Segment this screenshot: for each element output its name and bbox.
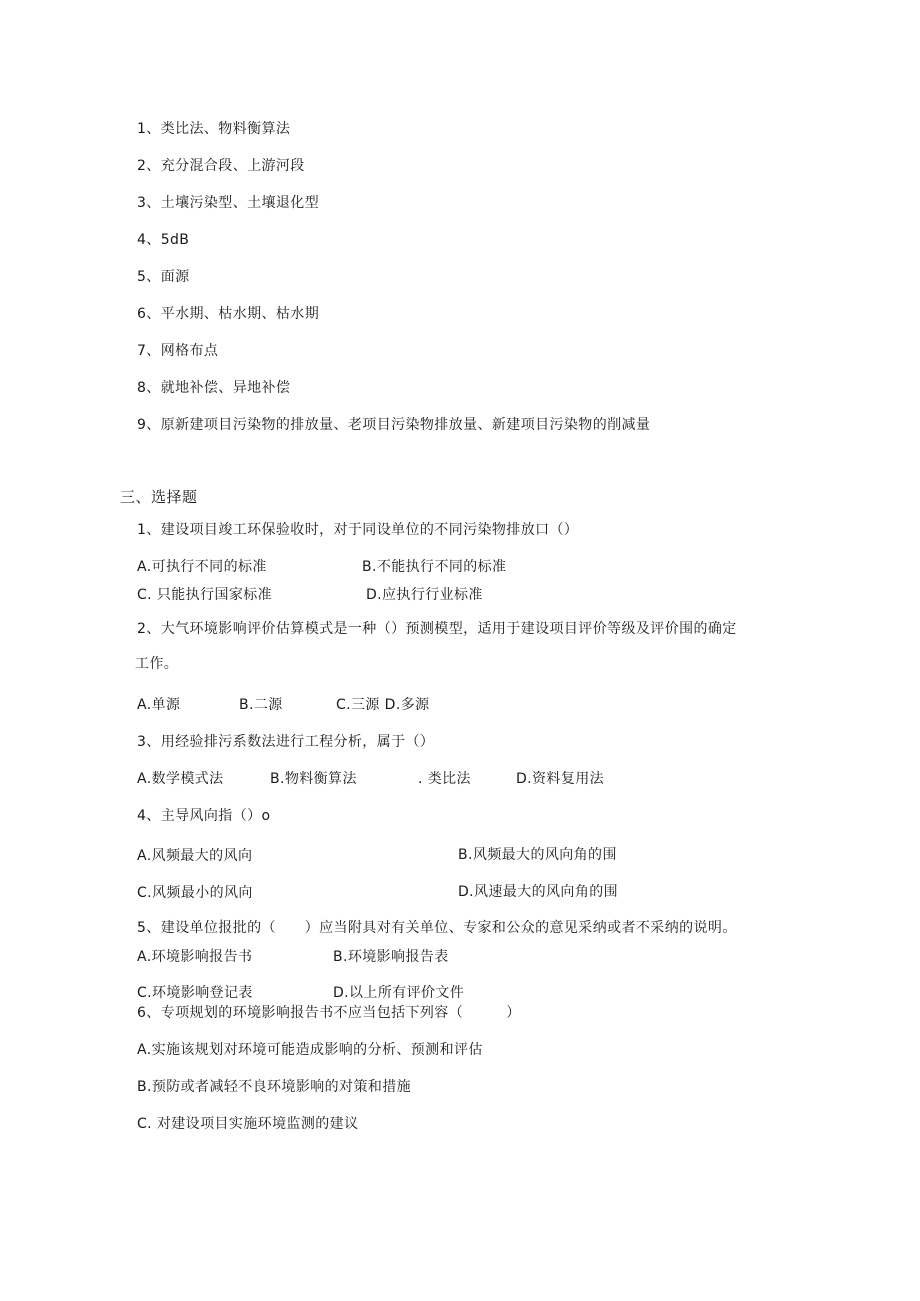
question-3-option-d: D.资料复用法 — [516, 771, 605, 787]
question-6-stem: 6、专项规划的环境影响报告书不应当包括下列容（ ） — [137, 1005, 521, 1021]
answer-item-5: 5、面源 — [137, 269, 190, 285]
question-2-option-a: A.单源 — [137, 697, 181, 713]
question-2-stem-continued: 工作。 — [135, 656, 179, 672]
answer-item-3: 3、土壤污染型、土壤退化型 — [137, 195, 320, 211]
question-4-option-d: D.风速最大的风向角的围 — [458, 884, 619, 900]
question-3-option-a: A.数学模式法 — [137, 771, 224, 787]
answer-item-9: 9、原新建项目污染物的排放量、老项目污染物排放量、新建项目污染物的削减量 — [137, 417, 651, 433]
question-1-option-d: D.应执行行业标准 — [366, 587, 483, 603]
question-3-stem: 3、用经验排污系数法进行工程分析，属于（） — [137, 734, 435, 750]
question-4-stem: 4、主导风向指（）o — [137, 808, 271, 824]
question-5-option-d: D.以上所有评价文件 — [333, 985, 465, 1001]
question-3-option-b: B.物料衡算法 — [270, 771, 357, 787]
answer-item-1: 1、类比法、物料衡算法 — [137, 121, 291, 137]
question-1-stem: 1、建设项目竣工环保验收时，对于同设单位的不同污染物排放口（） — [137, 522, 579, 538]
question-5-option-b: B.环境影响报告表 — [333, 949, 449, 965]
question-2-option-b: B.二源 — [239, 697, 283, 713]
question-6-option-c: C. 对建设项目实施环境监测的建议 — [137, 1116, 359, 1132]
question-1-option-c: C. 只能执行国家标准 — [137, 587, 273, 603]
question-4-option-a: A.风频最大的风向 — [137, 848, 253, 864]
question-5-option-a: A.环境影响报告书 — [137, 949, 253, 965]
answer-item-6: 6、平水期、枯水期、枯水期 — [137, 306, 320, 322]
question-6-option-b: B.预防或者减轻不良环境影响的对策和措施 — [137, 1079, 412, 1095]
question-5-stem: 5、建设单位报批的（ ）应当附具对有关单位、专家和公众的意见采纳或者不采纳的说明。 — [137, 920, 737, 936]
question-4-option-b: B.风频最大的风向角的围 — [458, 847, 617, 863]
question-2-stem: 2、大气环境影响评价估算模式是一种（）预测模型，适用于建设项目评价等级及评价围的确定 — [137, 621, 737, 637]
answer-item-7: 7、网格布点 — [137, 343, 219, 359]
section-title: 三、选择题 — [120, 488, 198, 506]
question-1-option-a: A.可执行不同的标准 — [137, 559, 267, 575]
question-3-option-c: . 类比法 — [418, 771, 471, 787]
question-6-option-a: A.实施该规划对环境可能造成影响的分析、预测和评估 — [137, 1042, 483, 1058]
question-5-option-c: C.环境影响登记表 — [137, 985, 253, 1001]
answer-item-4: 4、5dB — [137, 232, 190, 248]
question-2-option-cd: C.三源 D.多源 — [336, 697, 430, 713]
answer-item-8: 8、就地补偿、异地补偿 — [137, 380, 291, 396]
answer-item-2: 2、充分混合段、上游河段 — [137, 158, 305, 174]
question-4-option-c: C.风频最小的风向 — [137, 885, 253, 901]
question-1-option-b: B.不能执行不同的标准 — [362, 559, 507, 575]
